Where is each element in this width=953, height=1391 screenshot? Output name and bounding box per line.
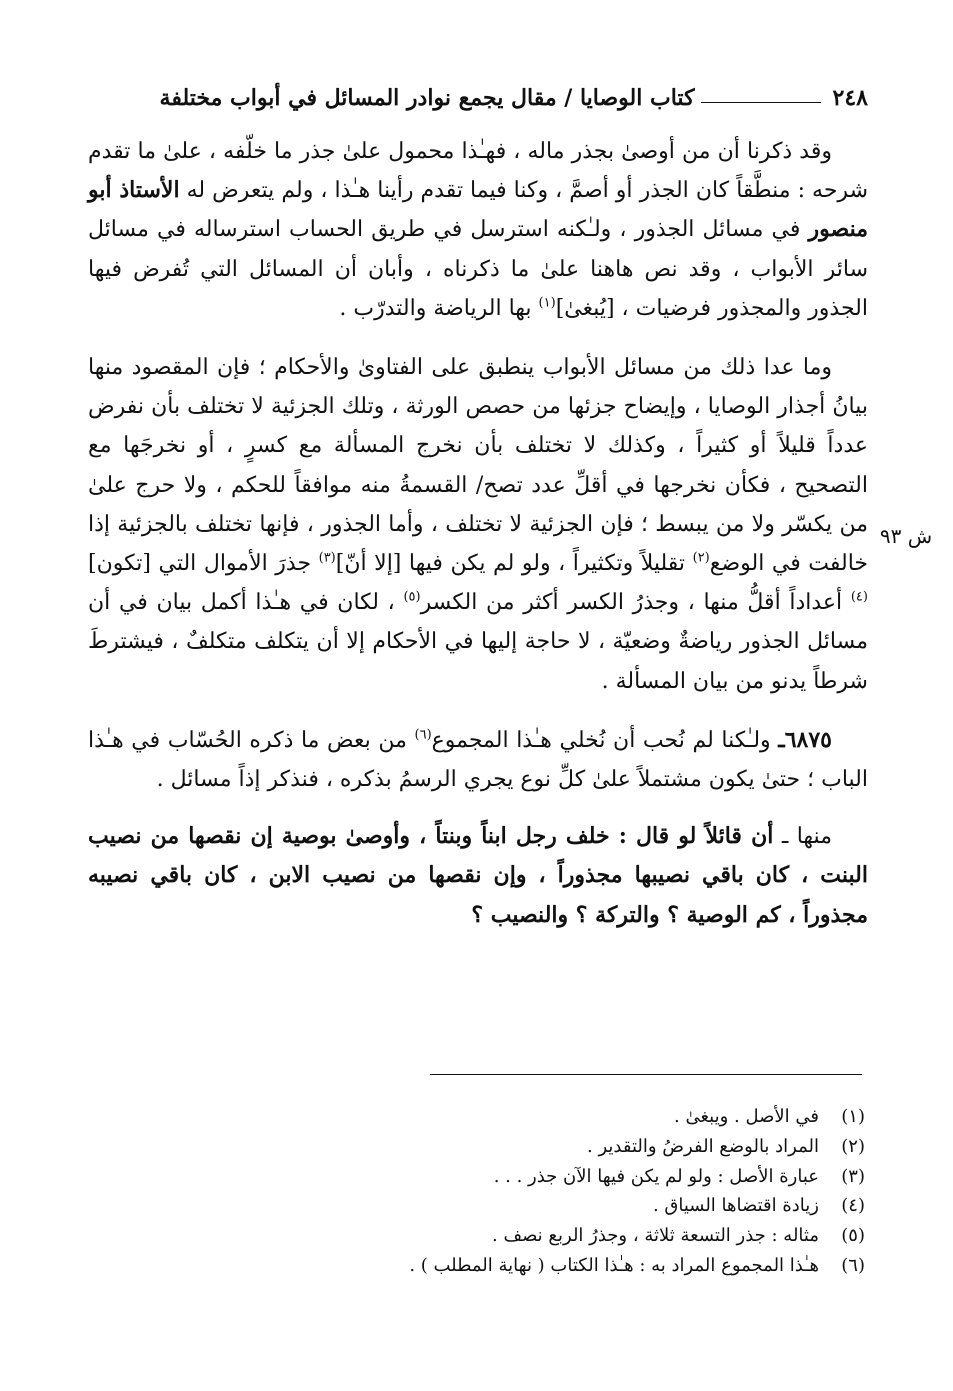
paragraph-2-text-a: وما عدا ذلك من مسائل الأبواب ينطبق على الفتاوىٰ والأحكام ؛ فإن المقصود منها بيانُ أجذار الوصايا ، وإيضاح جزئها من حصص الورثة ، وتلك الجزئية لا تختلف بأن نفرض عدداً قليلاً أو كثيراً ، وكذلك لا تختلف بأن نخرج المسألة مع كسرٍ ، أو نخرجَها مع التصحيح ، فكأن نخرجها في أقلِّ عدد تصح/ القسمةُ منه موافقاً للحكم ، ولا حرج علىٰ من يكسّر ولا من يبسط ؛ فإن الجزئية لا تختلف ، وأما الجذور ، فإنها تختلف بالجزئية إذا خالفت في الوضع — [88, 355, 869, 577]
footnote-ref-3: (٣) — [318, 550, 336, 566]
running-title: كتاب الوصايا / مقال يجمع نوادر المسائل في أبواب مختلفة — [159, 85, 695, 111]
footnote-number: (٤) — [841, 1195, 865, 1217]
page-number: ٢٤٨ — [832, 85, 868, 111]
footnote-text: هـٰذا المجموع المراد به : هـٰذا الكتاب ( نهاية المطلب ) . — [409, 1254, 819, 1276]
footnote-ref-1: (١) — [538, 295, 556, 311]
footnote-ref-5: (٥) — [403, 589, 421, 605]
running-header — [88, 78, 868, 118]
footnote-number: (٥) — [841, 1225, 865, 1247]
paragraph-1-text-d: بها الرياضة والتدرّب . — [339, 295, 532, 321]
footnote-number: (٢) — [841, 1135, 865, 1157]
paragraph-2-text-c: جذرَ الأموال التي [تكون] — [88, 551, 312, 577]
footnote-item — [300, 1251, 865, 1281]
paragraph-2-text-d: أعداداً أقلُّ منها ، وجذرُ الكسر أكثر من الكسر — [420, 590, 843, 616]
paragraph-number: ٦٨٧٥ـ — [778, 726, 832, 753]
footnote-number: (٦) — [841, 1254, 865, 1276]
footnote-number: (٣) — [841, 1165, 865, 1187]
footnote-item — [300, 1162, 865, 1192]
margin-manuscript-folio: ش ٩٣ — [879, 524, 933, 548]
paragraph-2-text-b: تقليلاً وتكثيراً ، ولو لم يكن فيها [إلا أنّ] — [335, 551, 686, 577]
paragraph-1 — [88, 132, 868, 328]
footnote-text: عبارة الأصل : ولو لم يكن فيها الآن جذر . . . — [493, 1165, 819, 1187]
paragraph-2 — [88, 348, 868, 701]
main-text — [88, 132, 868, 935]
paragraph-1-text-a: وقد ذكرنا أن من أوصىٰ بجذر ماله ، فهـٰذا محمول علىٰ جذر ما خلّفه ، علىٰ ما تقدم شرحه : منطَّقاً كان الجذر أو أصمَّ ، وكنا فيما تقدم رأينا هـٰذا ، ولم يتعرض له — [88, 139, 868, 204]
paragraph-4 — [88, 817, 868, 935]
paragraph-4-text-a: منها ـ — [781, 824, 832, 850]
footnote-item — [300, 1102, 865, 1132]
paragraph-3-text-a: ولـٰكنا لم نُحب أن نُخلي هـٰذا المجموع — [431, 727, 771, 753]
footnote-ref-2: (٢) — [692, 550, 710, 566]
footnote-text: المراد بالوضع الفرضُ والتقدير . — [587, 1135, 819, 1157]
footnote-number: (١) — [841, 1106, 865, 1127]
header-rule — [701, 102, 821, 103]
paragraph-4-bold-problem: أن قائلاً لو قال : خلف رجل ابناً وبنتاً ، وأوصىٰ بوصية إن نقصها من نصيب البنت ، كان باقي نصيبها مجذوراً ، وإن نقصها من نصيب الابن ، كان باقي نصيبه مجذوراً ، كم الوصية ؟ والتركة ؟ والنصيب ؟ — [88, 823, 869, 928]
paragraph-1-bold-name: الأستاذ أبو منصور — [88, 177, 868, 243]
paragraph-3 — [88, 721, 868, 799]
footnote-text: في الأصل . ويبغىٰ . — [674, 1106, 819, 1127]
paragraph-3-text-b: من بعض ما ذكره الحُسّاب في هـٰذا الباب ؛ حتىٰ يكون مشتملاً علىٰ كلِّ نوع يجري الرسمُ بذكره ، فنذكر إذاً مسائل . — [88, 727, 868, 793]
footnote-item — [300, 1221, 865, 1251]
footnote-item — [300, 1191, 865, 1221]
footnote-item — [300, 1132, 865, 1162]
footnote-text: مثاله : جذر التسعة ثلاثة ، وجذرُ الربع نصف . — [492, 1225, 819, 1247]
paragraph-1-text-c: في مسائل الجذور ، ولـٰكنه استرسل في طريق الحساب استرساله في مسائل سائر الأبواب ، وقد نص هاهنا علىٰ ما ذكرناه ، وأبان أن المسائل التي تُفرض فيها الجذور والمجذور فرضيات ، [يُبغىٰ] — [88, 217, 868, 321]
footnotes — [300, 1102, 865, 1281]
footnote-text: زيادة اقتضاها السياق . — [652, 1195, 819, 1217]
footnote-separator — [430, 1074, 862, 1075]
footnote-ref-6: (٦) — [414, 727, 432, 743]
paragraph-2-text-e: ، لكان في هـٰذا أكمل بيان في أن مسائل الجذور رياضةٌ وضعيّة ، لا حاجة إليها في الأحكام إلا أن يتكلف متكلفٌ ، فيشترطَ شرطاً يدنو من بيان المسألة . — [88, 590, 868, 694]
footnote-ref-4: (٤) — [850, 589, 868, 605]
